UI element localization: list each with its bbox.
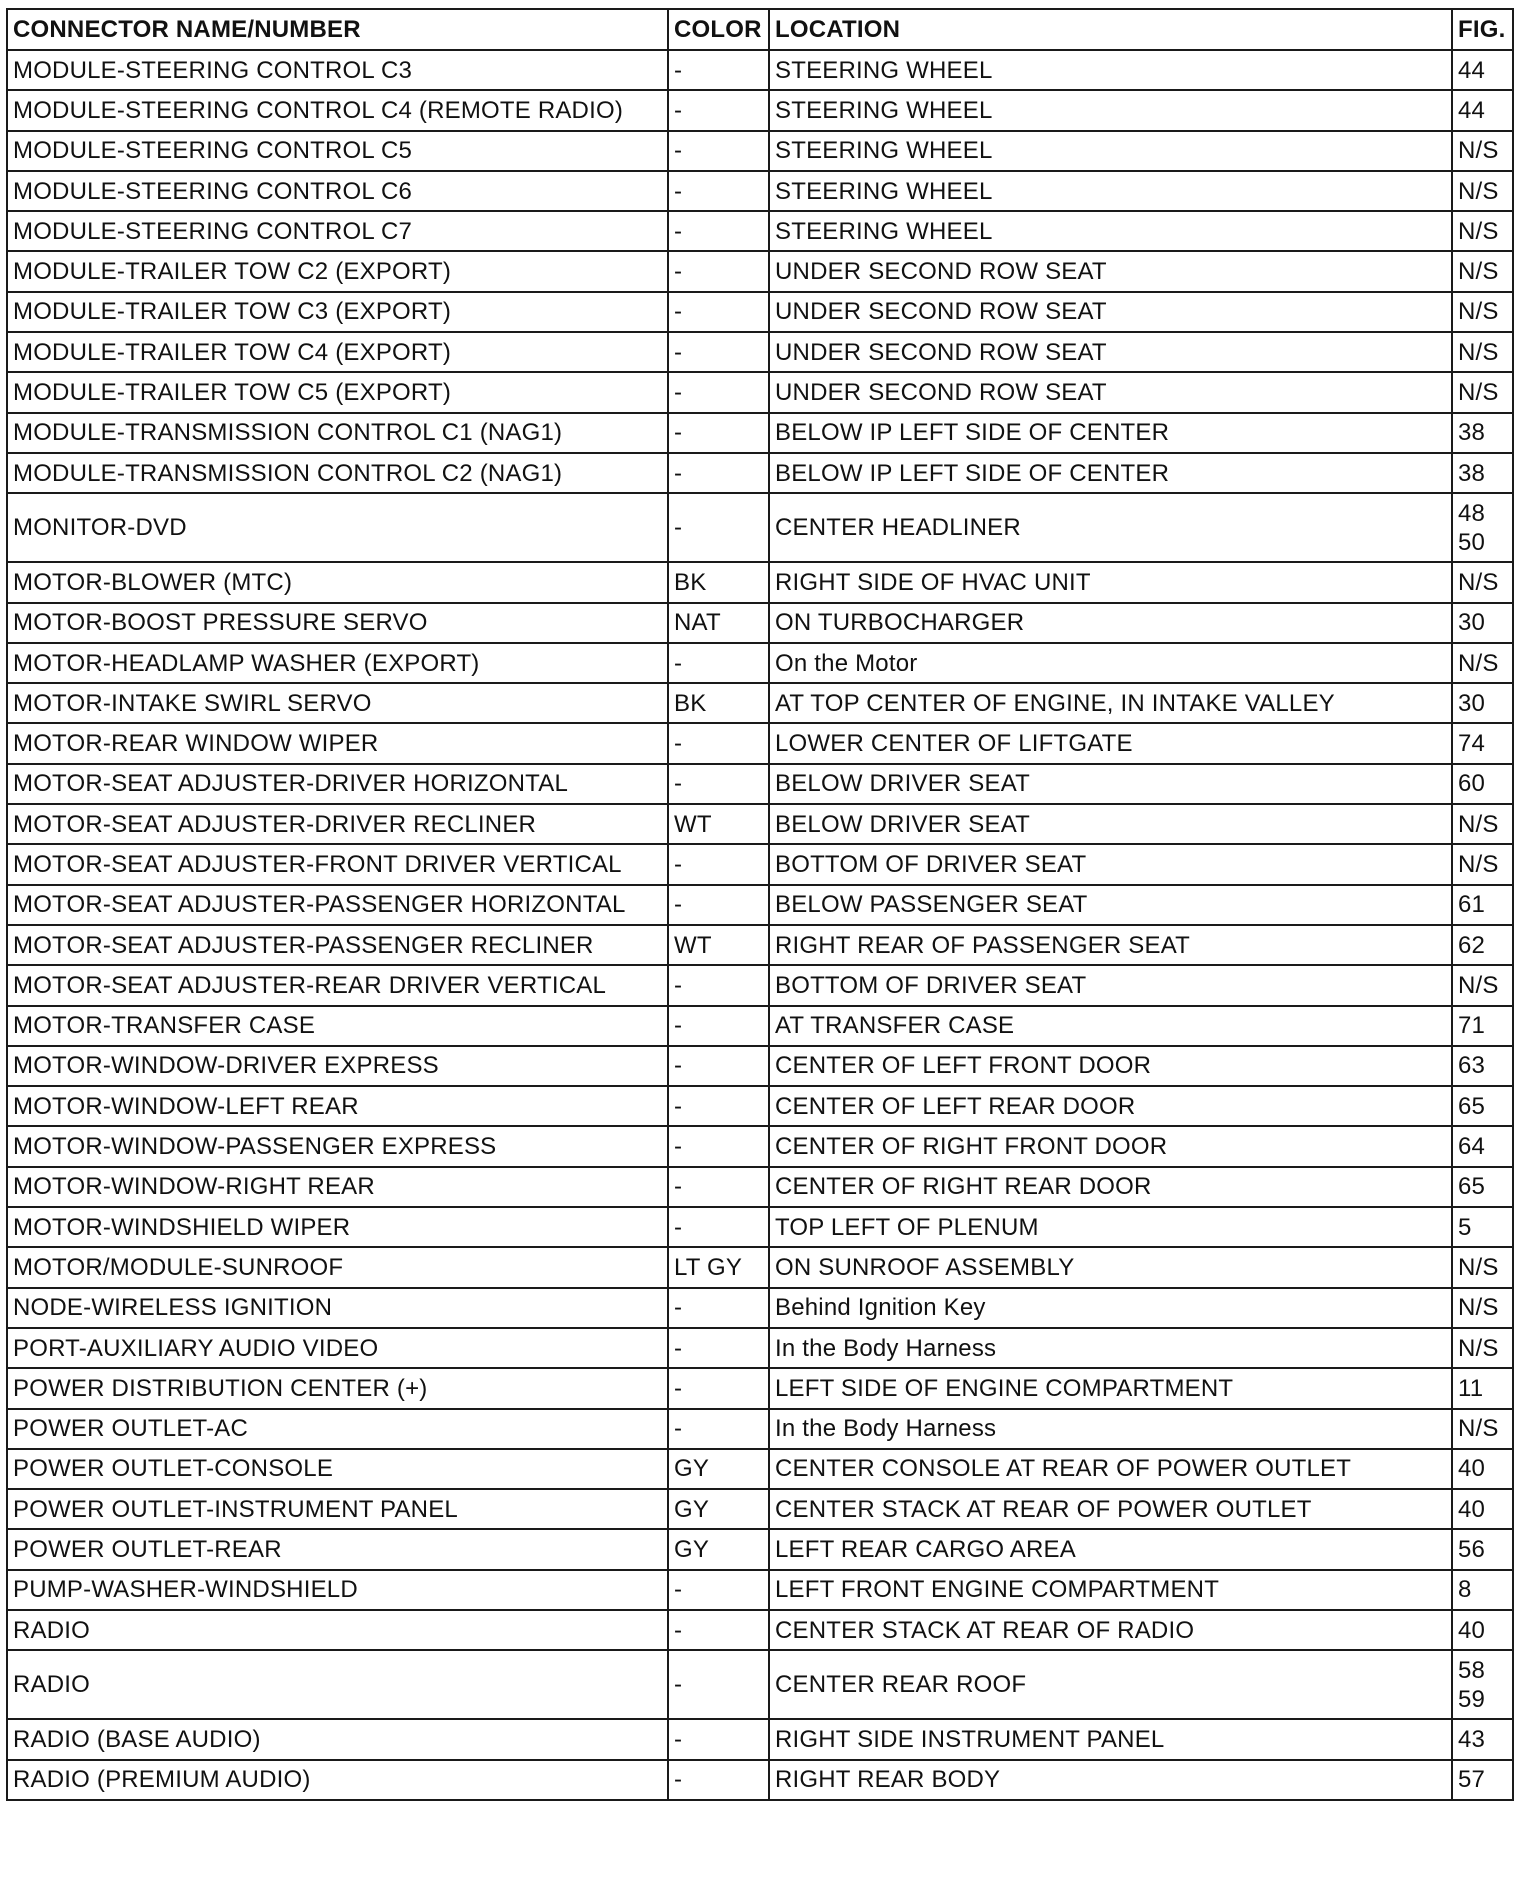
fig-number: N/S <box>1458 1334 1499 1362</box>
fig-cell <box>1452 1719 1513 1759</box>
fig-number: N/S <box>1458 379 1499 407</box>
fig-cell <box>1452 1650 1513 1719</box>
connector-name-cell: MOTOR-SEAT ADJUSTER-PASSENGER RECLINER <box>7 925 668 965</box>
table-row <box>7 1570 1513 1610</box>
location-cell: STEERING WHEEL <box>769 131 1452 171</box>
fig-cell <box>1452 131 1513 171</box>
color-cell: - <box>668 1650 769 1719</box>
table-row <box>7 885 1513 925</box>
connector-name-cell: MODULE-TRAILER TOW C2 (EXPORT) <box>7 251 668 291</box>
color-cell: - <box>668 211 769 251</box>
table-row <box>7 1167 1513 1207</box>
color-cell: - <box>668 251 769 291</box>
fig-cell <box>1452 603 1513 643</box>
fig-cell <box>1452 1760 1513 1800</box>
connector-name-cell: MODULE-TRAILER TOW C5 (EXPORT) <box>7 372 668 412</box>
connector-name-cell: MOTOR-HEADLAMP WASHER (EXPORT) <box>7 643 668 683</box>
header-fig: FIG. <box>1452 9 1513 50</box>
table-row <box>7 804 1513 844</box>
table-row <box>7 1086 1513 1126</box>
fig-cell <box>1452 211 1513 251</box>
fig-number: 56 <box>1458 1536 1486 1564</box>
table-row <box>7 131 1513 171</box>
fig-number: N/S <box>1458 298 1499 326</box>
fig-number: N/S <box>1458 1253 1499 1281</box>
fig-number: N/S <box>1458 258 1499 286</box>
location-cell: CENTER STACK AT REAR OF RADIO <box>769 1610 1452 1650</box>
color-cell: - <box>668 292 769 332</box>
fig-cell <box>1452 90 1513 130</box>
color-cell: GY <box>668 1489 769 1529</box>
connector-name-cell: PORT-AUXILIARY AUDIO VIDEO <box>7 1328 668 1368</box>
connector-name-cell: MOTOR-SEAT ADJUSTER-DRIVER RECLINER <box>7 804 668 844</box>
table-row <box>7 925 1513 965</box>
fig-cell <box>1452 562 1513 602</box>
location-cell: RIGHT SIDE OF HVAC UNIT <box>769 562 1452 602</box>
connector-name-cell: MOTOR-SEAT ADJUSTER-PASSENGER HORIZONTAL <box>7 885 668 925</box>
color-cell: - <box>668 413 769 453</box>
table-header-row <box>7 9 1513 50</box>
fig-cell <box>1452 1046 1513 1086</box>
fig-number: 43 <box>1458 1725 1486 1753</box>
connector-name-cell: MODULE-TRANSMISSION CONTROL C2 (NAG1) <box>7 453 668 493</box>
location-cell: UNDER SECOND ROW SEAT <box>769 292 1452 332</box>
fig-number: N/S <box>1458 971 1499 999</box>
fig-cell <box>1452 453 1513 493</box>
connector-name-cell: POWER OUTLET-REAR <box>7 1529 668 1569</box>
location-cell: CENTER REAR ROOF <box>769 1650 1452 1719</box>
location-cell: ON SUNROOF ASSEMBLY <box>769 1247 1452 1287</box>
color-cell: - <box>668 131 769 171</box>
table-row <box>7 413 1513 453</box>
connector-name-cell: MOTOR-SEAT ADJUSTER-REAR DRIVER VERTICAL <box>7 965 668 1005</box>
color-cell: - <box>668 1610 769 1650</box>
connector-name-cell: NODE-WIRELESS IGNITION <box>7 1288 668 1328</box>
location-cell: CENTER OF RIGHT FRONT DOOR <box>769 1126 1452 1166</box>
connector-name-cell: MODULE-STEERING CONTROL C7 <box>7 211 668 251</box>
connector-name-cell: POWER OUTLET-CONSOLE <box>7 1449 668 1489</box>
location-cell: BELOW DRIVER SEAT <box>769 804 1452 844</box>
color-cell: - <box>668 764 769 804</box>
fig-number: 64 <box>1458 1133 1486 1161</box>
color-cell: - <box>668 723 769 763</box>
fig-number: N/S <box>1458 177 1499 205</box>
fig-cell <box>1452 925 1513 965</box>
fig-number: 40 <box>1458 1616 1486 1644</box>
table-row <box>7 251 1513 291</box>
fig-number: N/S <box>1458 850 1499 878</box>
connector-name-cell: POWER OUTLET-INSTRUMENT PANEL <box>7 1489 668 1529</box>
color-cell: - <box>668 1328 769 1368</box>
table-row <box>7 453 1513 493</box>
color-cell: GY <box>668 1529 769 1569</box>
fig-number: N/S <box>1458 568 1499 596</box>
connector-name-cell: MONITOR-DVD <box>7 493 668 562</box>
fig-cell <box>1452 332 1513 372</box>
table-row <box>7 603 1513 643</box>
fig-number: N/S <box>1458 1294 1499 1322</box>
table-row <box>7 171 1513 211</box>
table-row <box>7 643 1513 683</box>
color-cell: - <box>668 1288 769 1328</box>
fig-number: 48 <box>1458 499 1486 527</box>
fig-number: 30 <box>1458 609 1486 637</box>
color-cell: - <box>668 1086 769 1126</box>
location-cell: LEFT FRONT ENGINE COMPARTMENT <box>769 1570 1452 1610</box>
table-row <box>7 1368 1513 1408</box>
connector-name-cell: MOTOR-SEAT ADJUSTER-DRIVER HORIZONTAL <box>7 764 668 804</box>
connector-name-cell: MODULE-TRAILER TOW C3 (EXPORT) <box>7 292 668 332</box>
connector-name-cell: MOTOR-WINDOW-DRIVER EXPRESS <box>7 1046 668 1086</box>
connector-name-cell: PUMP-WASHER-WINDSHIELD <box>7 1570 668 1610</box>
connector-name-cell: MOTOR-INTAKE SWIRL SERVO <box>7 683 668 723</box>
connector-name-cell: MOTOR-WINDOW-LEFT REAR <box>7 1086 668 1126</box>
color-cell: - <box>668 453 769 493</box>
location-cell: Behind Ignition Key <box>769 1288 1452 1328</box>
fig-cell <box>1452 1529 1513 1569</box>
table-row <box>7 1328 1513 1368</box>
location-cell: BOTTOM OF DRIVER SEAT <box>769 844 1452 884</box>
fig-cell <box>1452 1409 1513 1449</box>
color-cell: - <box>668 1760 769 1800</box>
table-row <box>7 1046 1513 1086</box>
fig-cell <box>1452 292 1513 332</box>
color-cell: WT <box>668 804 769 844</box>
fig-cell <box>1452 1126 1513 1166</box>
fig-cell <box>1452 1328 1513 1368</box>
connector-name-cell: RADIO <box>7 1650 668 1719</box>
table-row <box>7 683 1513 723</box>
fig-number: 11 <box>1458 1374 1484 1402</box>
table-row <box>7 1449 1513 1489</box>
connector-table-sheet <box>6 8 1512 1801</box>
table-row <box>7 1719 1513 1759</box>
table-row <box>7 90 1513 130</box>
color-cell: - <box>668 493 769 562</box>
connector-name-cell: MODULE-STEERING CONTROL C4 (REMOTE RADIO) <box>7 90 668 130</box>
fig-number: 71 <box>1458 1012 1486 1040</box>
fig-cell <box>1452 1006 1513 1046</box>
fig-cell <box>1452 844 1513 884</box>
fig-number: N/S <box>1458 137 1499 165</box>
fig-number: 63 <box>1458 1052 1486 1080</box>
table-row <box>7 764 1513 804</box>
fig-number: 30 <box>1458 689 1486 717</box>
connector-name-cell: MODULE-STEERING CONTROL C3 <box>7 50 668 90</box>
fig-cell <box>1452 1610 1513 1650</box>
location-cell: CENTER OF RIGHT REAR DOOR <box>769 1167 1452 1207</box>
location-cell: ON TURBOCHARGER <box>769 603 1452 643</box>
table-row <box>7 844 1513 884</box>
connector-name-cell: MODULE-TRAILER TOW C4 (EXPORT) <box>7 332 668 372</box>
color-cell: - <box>668 844 769 884</box>
color-cell: - <box>668 1167 769 1207</box>
location-cell: In the Body Harness <box>769 1328 1452 1368</box>
location-cell: CENTER OF LEFT FRONT DOOR <box>769 1046 1452 1086</box>
location-cell: LEFT SIDE OF ENGINE COMPARTMENT <box>769 1368 1452 1408</box>
color-cell: BK <box>668 562 769 602</box>
fig-cell <box>1452 251 1513 291</box>
location-cell: BELOW DRIVER SEAT <box>769 764 1452 804</box>
location-cell: CENTER HEADLINER <box>769 493 1452 562</box>
fig-number: 8 <box>1458 1576 1472 1604</box>
fig-number: 44 <box>1458 56 1486 84</box>
connector-name-cell: MOTOR-WINDSHIELD WIPER <box>7 1207 668 1247</box>
location-cell: AT TOP CENTER OF ENGINE, IN INTAKE VALLEY <box>769 683 1452 723</box>
fig-cell <box>1452 965 1513 1005</box>
connector-name-cell: RADIO <box>7 1610 668 1650</box>
table-row <box>7 292 1513 332</box>
connector-location-table <box>6 8 1514 1801</box>
fig-number: 65 <box>1458 1173 1486 1201</box>
table-row <box>7 211 1513 251</box>
color-cell: - <box>668 1570 769 1610</box>
color-cell: - <box>668 643 769 683</box>
table-row <box>7 332 1513 372</box>
color-cell: WT <box>668 925 769 965</box>
fig-number: N/S <box>1458 1415 1499 1443</box>
fig-cell <box>1452 1167 1513 1207</box>
connector-name-cell: MOTOR-REAR WINDOW WIPER <box>7 723 668 763</box>
table-row <box>7 965 1513 1005</box>
fig-number: 58 <box>1458 1656 1486 1684</box>
location-cell: STEERING WHEEL <box>769 90 1452 130</box>
fig-number: 40 <box>1458 1495 1486 1523</box>
fig-number: 40 <box>1458 1455 1486 1483</box>
color-cell: - <box>668 1719 769 1759</box>
fig-number: N/S <box>1458 810 1499 838</box>
fig-cell <box>1452 643 1513 683</box>
location-cell: RIGHT SIDE INSTRUMENT PANEL <box>769 1719 1452 1759</box>
fig-cell <box>1452 1288 1513 1328</box>
location-cell: CENTER CONSOLE AT REAR OF POWER OUTLET <box>769 1449 1452 1489</box>
location-cell: UNDER SECOND ROW SEAT <box>769 372 1452 412</box>
location-cell: CENTER OF LEFT REAR DOOR <box>769 1086 1452 1126</box>
color-cell: - <box>668 50 769 90</box>
fig-cell <box>1452 493 1513 562</box>
fig-cell <box>1452 885 1513 925</box>
fig-cell <box>1452 804 1513 844</box>
fig-cell <box>1452 1207 1513 1247</box>
fig-cell <box>1452 1247 1513 1287</box>
location-cell: On the Motor <box>769 643 1452 683</box>
table-row <box>7 50 1513 90</box>
table-row <box>7 1489 1513 1529</box>
location-cell: RIGHT REAR OF PASSENGER SEAT <box>769 925 1452 965</box>
connector-name-cell: MOTOR-WINDOW-PASSENGER EXPRESS <box>7 1126 668 1166</box>
connector-name-cell: MOTOR-SEAT ADJUSTER-FRONT DRIVER VERTICAL <box>7 844 668 884</box>
table-row <box>7 1247 1513 1287</box>
fig-cell <box>1452 1570 1513 1610</box>
fig-number: 57 <box>1458 1766 1486 1794</box>
color-cell: - <box>668 1046 769 1086</box>
fig-cell <box>1452 50 1513 90</box>
table-row <box>7 1126 1513 1166</box>
color-cell: - <box>668 1126 769 1166</box>
location-cell: LEFT REAR CARGO AREA <box>769 1529 1452 1569</box>
fig-number: 50 <box>1458 528 1486 556</box>
header-connector-name: CONNECTOR NAME/NUMBER <box>7 9 668 50</box>
table-row <box>7 1288 1513 1328</box>
table-body <box>7 50 1513 1800</box>
location-cell: AT TRANSFER CASE <box>769 1006 1452 1046</box>
location-cell: RIGHT REAR BODY <box>769 1760 1452 1800</box>
table-row <box>7 1650 1513 1719</box>
location-cell: BELOW IP LEFT SIDE OF CENTER <box>769 413 1452 453</box>
fig-number: 60 <box>1458 770 1486 798</box>
location-cell: BELOW PASSENGER SEAT <box>769 885 1452 925</box>
fig-number: 62 <box>1458 931 1486 959</box>
color-cell: - <box>668 965 769 1005</box>
location-cell: In the Body Harness <box>769 1409 1452 1449</box>
header-color: COLOR <box>668 9 769 50</box>
fig-cell <box>1452 1449 1513 1489</box>
fig-cell <box>1452 171 1513 211</box>
color-cell: - <box>668 90 769 130</box>
fig-number: 5 <box>1458 1213 1472 1241</box>
fig-number: 44 <box>1458 96 1486 124</box>
connector-name-cell: MOTOR/MODULE-SUNROOF <box>7 1247 668 1287</box>
table-row <box>7 1006 1513 1046</box>
table-row <box>7 1409 1513 1449</box>
fig-number: 74 <box>1458 730 1486 758</box>
color-cell: BK <box>668 683 769 723</box>
fig-cell <box>1452 683 1513 723</box>
connector-name-cell: POWER OUTLET-AC <box>7 1409 668 1449</box>
header-location: LOCATION <box>769 9 1452 50</box>
fig-number: 61 <box>1458 891 1486 919</box>
table-row <box>7 493 1513 562</box>
fig-number: 38 <box>1458 419 1486 447</box>
connector-name-cell: MODULE-TRANSMISSION CONTROL C1 (NAG1) <box>7 413 668 453</box>
fig-cell <box>1452 1086 1513 1126</box>
color-cell: - <box>668 1409 769 1449</box>
color-cell: LT GY <box>668 1247 769 1287</box>
color-cell: - <box>668 1006 769 1046</box>
connector-name-cell: MODULE-STEERING CONTROL C5 <box>7 131 668 171</box>
connector-name-cell: MOTOR-BOOST PRESSURE SERVO <box>7 603 668 643</box>
location-cell: STEERING WHEEL <box>769 171 1452 211</box>
connector-name-cell: MODULE-STEERING CONTROL C6 <box>7 171 668 211</box>
connector-name-cell: POWER DISTRIBUTION CENTER (+) <box>7 1368 668 1408</box>
color-cell: - <box>668 1368 769 1408</box>
location-cell: STEERING WHEEL <box>769 50 1452 90</box>
fig-number: 59 <box>1458 1685 1486 1713</box>
color-cell: NAT <box>668 603 769 643</box>
color-cell: - <box>668 332 769 372</box>
fig-cell <box>1452 372 1513 412</box>
table-row <box>7 1760 1513 1800</box>
connector-name-cell: RADIO (BASE AUDIO) <box>7 1719 668 1759</box>
table-row <box>7 562 1513 602</box>
location-cell: CENTER STACK AT REAR OF POWER OUTLET <box>769 1489 1452 1529</box>
location-cell: STEERING WHEEL <box>769 211 1452 251</box>
color-cell: - <box>668 885 769 925</box>
location-cell: UNDER SECOND ROW SEAT <box>769 251 1452 291</box>
connector-name-cell: RADIO (PREMIUM AUDIO) <box>7 1760 668 1800</box>
table-row <box>7 1610 1513 1650</box>
fig-cell <box>1452 413 1513 453</box>
fig-number: 65 <box>1458 1092 1486 1120</box>
table-row <box>7 723 1513 763</box>
location-cell: BELOW IP LEFT SIDE OF CENTER <box>769 453 1452 493</box>
fig-cell <box>1452 1368 1513 1408</box>
fig-cell <box>1452 723 1513 763</box>
table-row <box>7 1207 1513 1247</box>
fig-number: N/S <box>1458 649 1499 677</box>
location-cell: BOTTOM OF DRIVER SEAT <box>769 965 1452 1005</box>
connector-name-cell: MOTOR-WINDOW-RIGHT REAR <box>7 1167 668 1207</box>
location-cell: LOWER CENTER OF LIFTGATE <box>769 723 1452 763</box>
fig-number: N/S <box>1458 217 1499 245</box>
table-row <box>7 1529 1513 1569</box>
color-cell: GY <box>668 1449 769 1489</box>
fig-cell <box>1452 764 1513 804</box>
fig-number: N/S <box>1458 338 1499 366</box>
location-cell: UNDER SECOND ROW SEAT <box>769 332 1452 372</box>
connector-name-cell: MOTOR-TRANSFER CASE <box>7 1006 668 1046</box>
color-cell: - <box>668 372 769 412</box>
color-cell: - <box>668 1207 769 1247</box>
table-row <box>7 372 1513 412</box>
fig-number: 38 <box>1458 459 1486 487</box>
color-cell: - <box>668 171 769 211</box>
connector-name-cell: MOTOR-BLOWER (MTC) <box>7 562 668 602</box>
location-cell: TOP LEFT OF PLENUM <box>769 1207 1452 1247</box>
fig-cell <box>1452 1489 1513 1529</box>
